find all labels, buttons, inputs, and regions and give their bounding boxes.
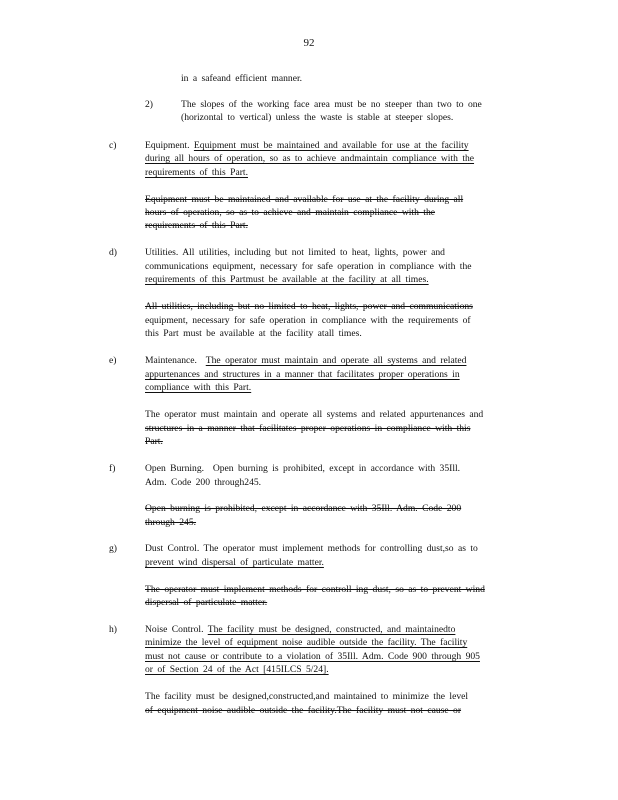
deleted-text: through 245. [145, 517, 197, 528]
section-d-heading: Utilities. [145, 247, 179, 258]
section-f-line: Open Burning. Open burning is prohibited, except in accordance with 35Ill. [145, 463, 461, 474]
deleted-text: hours of operation, so as to achieve and maintain compliance with the [145, 207, 436, 218]
inserted-text: must not cause or contribute to a violation of 35Ill. Adm. Code 900 through 905 [145, 651, 480, 662]
deleted-text: Part. [145, 436, 163, 447]
inserted-text: prevent wind dispersal of particulate matter. [145, 557, 324, 568]
page-number: 92 [303, 37, 315, 49]
item-2-line: (horizontal to vertical) unless the waste is stable at steeper slopes. [181, 112, 454, 123]
deleted-text: of equipment noise audible outside the facility.The facility must not cause or [145, 705, 462, 716]
inserted-text: minimize the level of equipment noise audible outside the facility. The facility [145, 637, 468, 648]
section-h-heading: Noise Control. [145, 624, 204, 635]
deleted-text: requirements of this Part. [145, 220, 248, 231]
section-c-heading: Equipment. [145, 140, 190, 151]
section-f-marker: f) [109, 463, 116, 474]
inserted-text: The operator must maintain and operate all systems and related [205, 355, 467, 366]
section-c-line [145, 140, 469, 152]
section-c-marker: c) [109, 140, 117, 151]
deleted-text: Equipment must be maintained and available for use at the facility during all [145, 194, 464, 205]
section-h-line [145, 624, 455, 636]
deleted-text: dispersal of particulate matter. [145, 597, 268, 608]
inserted-text: or of Section 24 of the Act [415ILCS 5/24]. [145, 664, 329, 675]
section-d-marker: d) [109, 247, 117, 258]
section-f-line: Adm. Code 200 through245. [145, 477, 262, 488]
inserted-text: during all hours of operation, so as to achieve andmaintain compliance with the [145, 153, 475, 164]
inserted-text: compliance with this Part. [145, 382, 252, 393]
deleted-text: All utilities, including but no limited to heat, lights, power and communications [145, 301, 473, 312]
inserted-text: appurtenances and structures in a manner that facilitates proper operations in [145, 369, 460, 380]
inserted-text: requirements of this Part. [145, 167, 248, 178]
inserted-text: requirements of this Partmust be available at the facility at all times. [145, 274, 429, 285]
section-g-heading: Dust Control. [145, 543, 200, 554]
section-f-heading: Open Burning. [145, 463, 205, 474]
section-d-line: this Part must be available at the facility atall times. [145, 328, 362, 339]
section-g-marker: g) [109, 543, 117, 554]
section-h-line: The facility must be designed,constructed,and maintained to minimize the level [145, 691, 469, 702]
inserted-text: The facility must be designed, constructed, and maintainedto [207, 624, 456, 635]
continuation-line: in a safeand efficient manner. [181, 73, 303, 84]
section-h-marker: h) [109, 624, 117, 635]
deleted-text: Open burning is prohibited, except in accordance with 35Ill. Adm. Code 200 [145, 503, 462, 514]
inserted-text: Equipment must be maintained and available for use at the facility [193, 140, 469, 151]
section-d-line: equipment, necessary for safe operation in compliance with the requirements of [145, 315, 471, 326]
section-e-heading: Maintenance. [145, 355, 197, 366]
section-e-line: The operator must maintain and operate all systems and related appurtenances and [145, 409, 484, 420]
section-g-line: Dust Control. The operator must implement methods for controlling dust,so as to [145, 543, 478, 554]
item-2-line: The slopes of the working face area must be no steeper than two to one [181, 99, 482, 110]
deleted-text: structures in a manner that facilitates proper operations in compliance with this [145, 423, 471, 434]
section-e-marker: e) [109, 355, 117, 366]
deleted-text: The operator must implement methods for controll ing dust, so as to prevent wind [145, 584, 485, 595]
section-e-line [145, 355, 466, 367]
item-2-marker: 2) [145, 99, 153, 110]
section-d-line: Utilities. All utilities, including but not limited to heat, lights, power and [145, 247, 445, 258]
section-d-line: communications equipment, necessary for safe operation in compliance with the [145, 261, 472, 272]
